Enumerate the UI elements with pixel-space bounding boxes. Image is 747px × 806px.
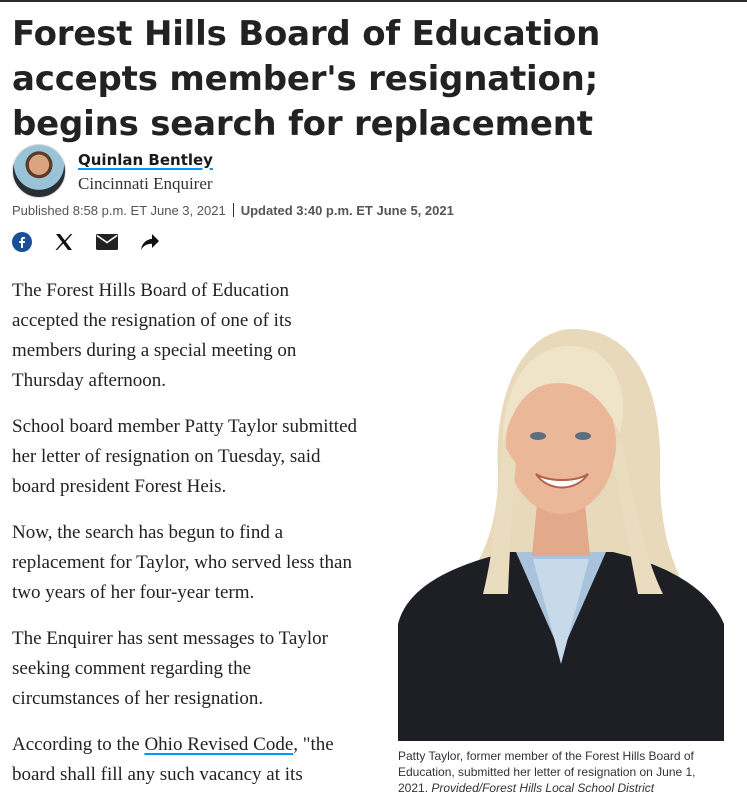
published-date: Published 8:58 p.m. ET June 3, 2021 (12, 203, 226, 218)
date-divider (233, 203, 234, 217)
share-arrow-icon[interactable] (140, 233, 160, 251)
x-icon[interactable] (54, 232, 74, 252)
share-bar (12, 232, 160, 252)
author-organization: Cincinnati Enquirer (78, 173, 213, 193)
photo-caption (398, 748, 724, 796)
photo-figure (398, 324, 724, 796)
paragraph: School board member Patty Taylor submitted her letter of resignation on Tuesday, said board president Forest Heis. (12, 416, 358, 497)
author-name-link[interactable]: Quinlan Bentley (78, 150, 213, 169)
facebook-icon[interactable] (12, 232, 32, 252)
paragraph (12, 730, 357, 790)
ohio-revised-code-link[interactable]: Ohio Revised Code (144, 734, 294, 755)
paragraph: The Enquirer has sent messages to Taylor seeking comment regarding the circumstances of her resignation. (12, 628, 328, 709)
paragraph: Now, the search has begun to find a replacement for Taylor, who served less than two years of her four-year term. (12, 522, 352, 603)
paragraph: The Forest Hills Board of Education accepted the resignation of one of its members during a special meeting on Thursday afternoon. (12, 280, 297, 391)
updated-date: Updated 3:40 p.m. ET June 5, 2021 (240, 203, 454, 218)
author-avatar[interactable] (12, 144, 66, 198)
paragraph-text: , "the board shall fill any such vacancy at its (12, 734, 334, 785)
article-body (12, 276, 357, 806)
article-headline: Forest Hills Board of Education accepts member's resignation; begins search for replacement (12, 14, 601, 144)
photo-credit: Provided/Forest Hills Local School District (431, 781, 655, 795)
email-icon[interactable] (96, 234, 118, 250)
caption-text: Patty Taylor, former member of the Forest Hills Board of Education, submitted her letter of resignation on June 1, 2021. (398, 749, 696, 795)
byline (12, 144, 213, 198)
publish-dates (12, 203, 454, 218)
patty-taylor-photo[interactable] (398, 324, 724, 741)
paragraph-text: According to the (12, 734, 145, 755)
author-info (78, 149, 213, 194)
